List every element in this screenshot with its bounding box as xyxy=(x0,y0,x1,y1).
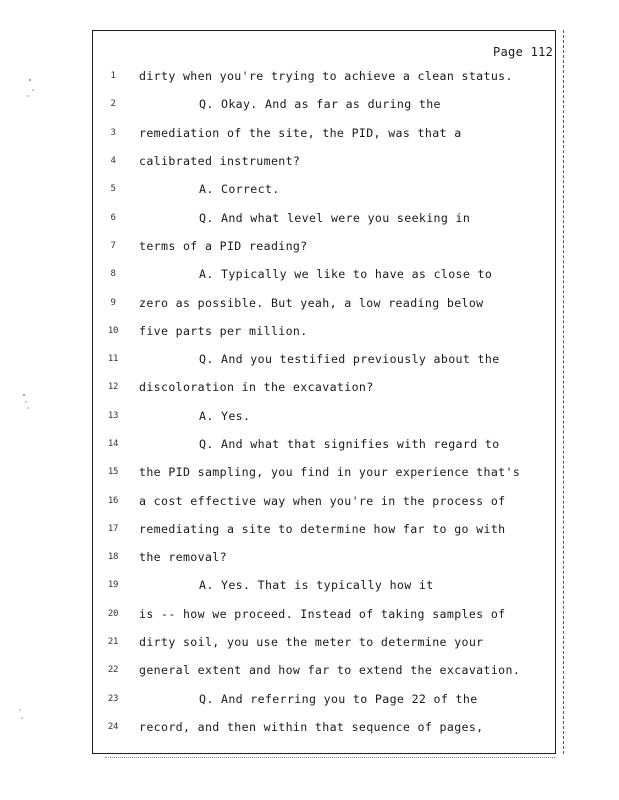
transcript-line xyxy=(100,232,560,260)
transcript-line xyxy=(100,373,560,401)
line-text: terms of a PID reading? xyxy=(139,238,308,253)
line-text: A. Typically we like to have as close to xyxy=(199,267,493,282)
line-number: 23 xyxy=(107,693,119,704)
line-text: five parts per million. xyxy=(139,323,308,338)
speck xyxy=(27,407,28,408)
line-text: Q. And what that signifies with regard to xyxy=(199,437,500,451)
line-text: A. Correct. xyxy=(199,182,280,197)
line-number: 17 xyxy=(107,523,119,534)
footer-scan-noise xyxy=(105,757,555,758)
line-text: A. Yes. That is typically how it xyxy=(199,578,434,593)
transcript-line xyxy=(100,203,560,231)
speck xyxy=(23,394,25,396)
speck xyxy=(25,401,27,403)
transcript-line xyxy=(100,402,560,430)
line-number: 2 xyxy=(110,99,116,110)
page-number-header: Page 112 xyxy=(493,45,554,59)
line-number: 24 xyxy=(107,721,119,732)
line-number: 7 xyxy=(110,240,116,251)
line-number: 6 xyxy=(110,212,116,223)
line-number: 8 xyxy=(110,269,116,280)
transcript-line xyxy=(100,62,560,90)
line-text: A. Yes. xyxy=(199,408,251,423)
transcript-line xyxy=(100,571,560,599)
line-text: Q. And what level were you seeking in xyxy=(199,210,471,225)
line-text: Q. Okay. And as far as during the xyxy=(199,97,441,112)
line-text: general extent and how far to extend the excavation. xyxy=(139,663,521,678)
line-number: 19 xyxy=(107,580,119,591)
line-text: record, and then within that sequence of pages, xyxy=(139,719,484,734)
line-text: discoloration in the excavation? xyxy=(139,380,374,395)
line-text: calibrated instrument? xyxy=(139,154,301,169)
line-text: dirty when you're trying to achieve a clean status. xyxy=(139,69,513,84)
line-text: Q. And referring you to Page 22 of the xyxy=(199,691,478,706)
line-text: remediation of the site, the PID, was that a xyxy=(139,125,462,140)
line-text: is -- how we proceed. Instead of taking samples of xyxy=(139,606,506,621)
transcript-line xyxy=(100,260,560,288)
transcript-line xyxy=(100,175,560,203)
transcript-line xyxy=(100,685,560,713)
transcript-line xyxy=(100,656,560,684)
transcript-line xyxy=(100,317,560,345)
line-text: Q. And you testified previously about the xyxy=(199,352,500,367)
line-number: 21 xyxy=(107,637,119,648)
line-number: 10 xyxy=(107,325,119,336)
line-number: 9 xyxy=(110,297,116,308)
transcript-line xyxy=(100,430,560,458)
transcript-line xyxy=(100,288,560,316)
line-number: 14 xyxy=(107,439,119,449)
speck xyxy=(19,709,21,711)
line-number: 5 xyxy=(110,184,116,195)
transcript-line xyxy=(100,119,560,147)
transcript-line xyxy=(100,515,560,543)
line-number: 3 xyxy=(110,127,116,138)
line-text: zero as possible. But yeah, a low reading below xyxy=(139,295,484,310)
line-number: 22 xyxy=(107,665,119,676)
transcript-line xyxy=(100,543,560,571)
line-number: 4 xyxy=(110,156,116,167)
transcript-line xyxy=(100,147,560,175)
line-text: the removal? xyxy=(139,550,227,565)
right-margin-rule xyxy=(563,30,564,754)
transcript-line xyxy=(100,486,560,514)
speck xyxy=(32,89,34,91)
line-number: 15 xyxy=(107,467,119,478)
speck xyxy=(21,717,22,718)
speck xyxy=(29,79,31,81)
line-number: 12 xyxy=(107,382,119,393)
transcript-line xyxy=(100,628,560,656)
line-text: remediating a site to determine how far to go with xyxy=(139,521,506,536)
line-number: 16 xyxy=(107,495,119,506)
line-text: dirty soil, you use the meter to determine your xyxy=(139,635,484,650)
line-number: 11 xyxy=(107,354,119,365)
line-number: 20 xyxy=(107,608,119,619)
line-text: the PID sampling, you find in your experience that's xyxy=(139,465,521,480)
speck xyxy=(27,95,28,96)
transcript-line xyxy=(100,90,560,118)
transcript-lines xyxy=(100,62,560,741)
line-number: 13 xyxy=(107,410,119,421)
transcript-line xyxy=(100,600,560,628)
line-number: 1 xyxy=(110,71,116,82)
transcript-line xyxy=(100,713,560,741)
transcript-line xyxy=(100,458,560,486)
line-number: 18 xyxy=(107,552,119,563)
transcript-line xyxy=(100,345,560,373)
line-text: a cost effective way when you're in the process of xyxy=(139,493,506,508)
